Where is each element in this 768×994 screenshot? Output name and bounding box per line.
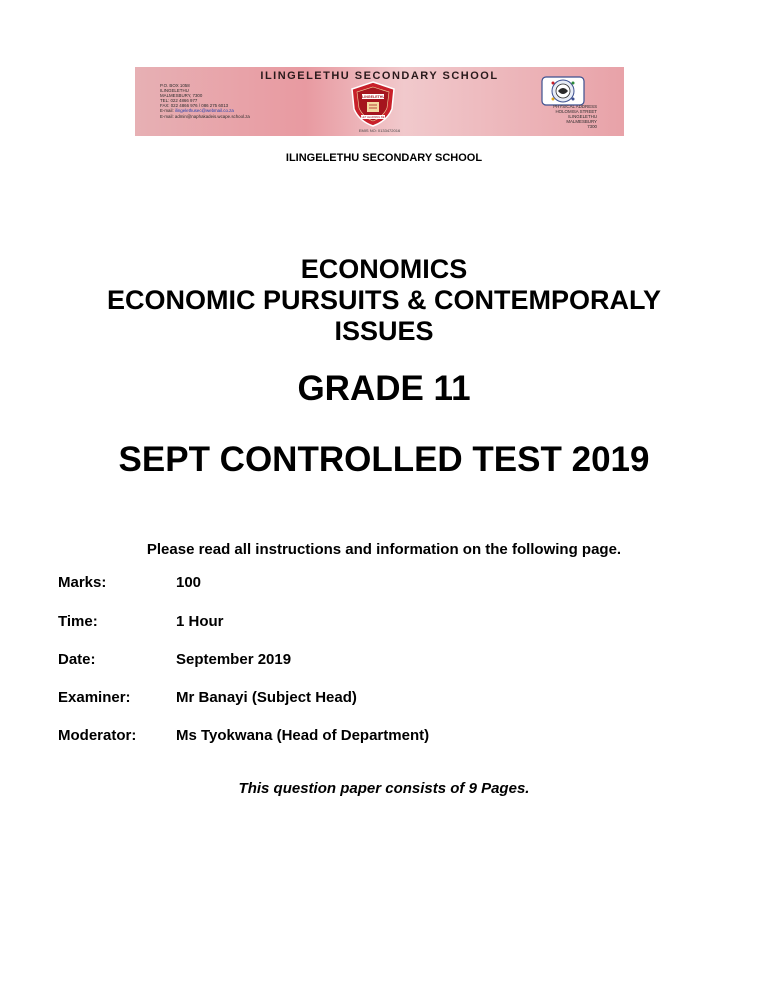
info-label: Date:	[58, 651, 96, 668]
subject-title	[0, 254, 768, 347]
info-row-moderator	[58, 727, 429, 744]
address-line: ILINGELETHU	[568, 114, 597, 120]
info-row-time	[58, 613, 224, 630]
address-line: MALMESBURY	[566, 119, 597, 125]
info-value: September 2019	[176, 651, 292, 668]
address-line: 7300	[587, 124, 597, 130]
banner-school-name: ILINGELETHU SECONDARY SCHOOL	[260, 70, 499, 82]
subject-line-1: ECONOMICS	[300, 254, 468, 284]
contact-details	[160, 83, 250, 119]
contact-line: TEL: 022 4866 977	[160, 98, 198, 104]
info-value: Mr Banayi (Subject Head)	[176, 689, 357, 706]
info-value: 100	[176, 574, 202, 591]
email-label: E-mail:	[160, 108, 174, 114]
address-line: HOLOMISA STREET	[555, 109, 597, 115]
info-label: Time:	[58, 613, 98, 630]
instruction-text: Please read all instructions and information on the following page.	[146, 541, 622, 558]
grade-heading: GRADE 11	[297, 369, 471, 408]
school-caption: ILINGELETHU SECONDARY SCHOOL	[285, 152, 483, 164]
email-line-2: E-mail: admin@naphakadeis.wcape.school.za	[160, 113, 250, 119]
subject-line-3: ISSUES	[334, 316, 434, 346]
page-count-note: This question paper consists of 9 Pages.	[238, 780, 530, 797]
info-label: Moderator:	[58, 727, 137, 744]
emis-number: EMIS NO: 0133472016	[358, 128, 401, 133]
contact-line: FAX: 022 4866 976 / 086 275 6013	[160, 103, 229, 109]
info-value: 1 Hour	[176, 613, 224, 630]
info-row-examiner	[58, 689, 357, 706]
letterhead-banner	[135, 67, 624, 136]
email-link[interactable]: ilingelethusec@webmail.co.za	[174, 108, 234, 114]
info-label: Marks:	[58, 574, 107, 591]
info-row-marks	[58, 574, 201, 591]
info-row-date	[58, 651, 291, 668]
test-title: SEPT CONTROLLED TEST 2019	[118, 440, 650, 479]
info-value: Ms Tyokwana (Head of Department)	[176, 727, 430, 744]
department-logo-icon	[541, 76, 585, 106]
school-crest-icon	[349, 81, 397, 127]
physical-address	[553, 104, 597, 129]
subject-line-2: ECONOMIC PURSUITS & CONTEMPORALY	[106, 285, 662, 315]
address-line: PHYSICAL ADDRESS	[553, 104, 597, 109]
crest-motto: LET LEARNING BE	[361, 116, 385, 120]
crest-name: ILINGELETHU	[361, 95, 385, 99]
contact-line: ILINGELETHU	[160, 88, 189, 94]
contact-line: P.O. BOX 1058	[160, 83, 190, 88]
info-label: Examiner:	[58, 689, 131, 706]
contact-line: MALMESBURY, 7300	[160, 93, 203, 99]
